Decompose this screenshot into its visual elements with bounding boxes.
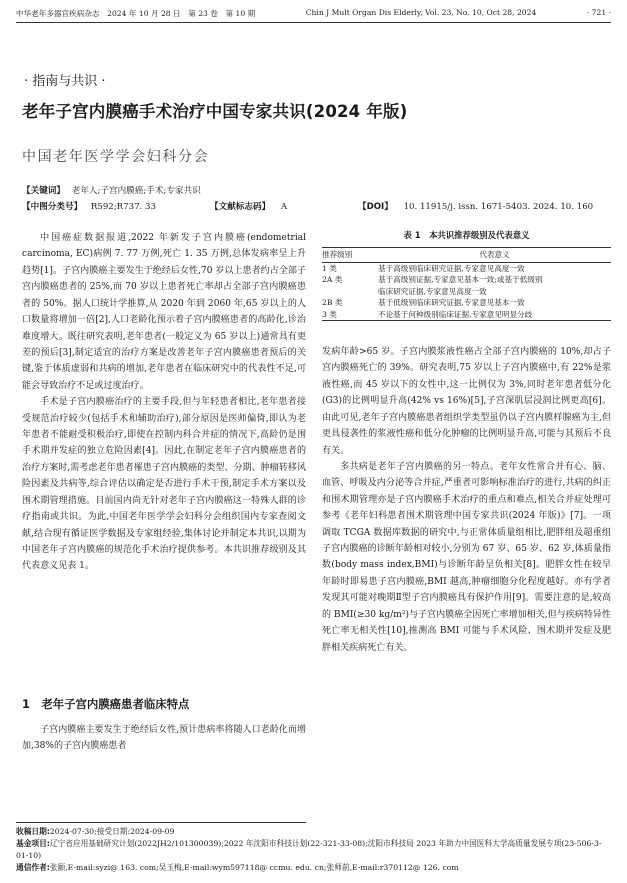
running-head-journal: Chin J Mult Organ Dis Elderly, Vol. 23, No. 10, Oct 28, 2024: [305, 8, 537, 17]
clc-line: [22, 200, 156, 212]
table-cell: 2A 类: [322, 275, 343, 284]
article-title: 老年子宫内膜癌手术治疗中国专家共识(2024 年版): [22, 102, 408, 121]
header-rule: [16, 22, 611, 23]
keywords: 老年人;子宫内膜癌;手术;专家共识: [71, 186, 201, 196]
table-cell: 2B 类: [322, 298, 343, 307]
footnote-rule: [16, 822, 306, 823]
left-column-tail: [22, 722, 306, 755]
received-value: 2024-07-30;接受日期:2024-09-09: [49, 827, 175, 836]
table-cell: 3 类: [322, 309, 337, 319]
corr-value: 张颐,E-mail:syzi@ 163. com;吴玉梅,E-mail:wym597118@ ccmu. edu. cn;张师前,E-mail:r370112@ 126. com: [49, 863, 459, 872]
table-cell: 临床研究证据,专家意见高度一致: [378, 286, 487, 296]
corr-label: 通信作者:: [16, 863, 50, 872]
doc-code-line: [210, 200, 287, 212]
paragraph: 手术是子宫内膜癌治疗的主要手段,但与年轻患者相比,老年患者接受规范治疗较少(包括手术和辅助治疗),部分原因是医师偏倚,即认为老年患者不能耐受积极治疗,即使在控制内科合并症的情况下,高龄仍是围手术期并发症的独立危险因素[4]。因此,在制定老年子宫内膜癌患者的治疗方案时,需考虑老年患者罹患子宫内膜癌的类型、分期、肿瘤转移风险因素及共病等,综合评估以确定是否进行手术干预,制定手术方案以及围术期管理措施。目前国内尚无针对老年子宫内膜癌这一特殊人群的诊疗指南或共识。为此,中国老年医学学会妇科分会组织国内专家查阅文献,结合现有循证医学数据及专家组经验,集体讨论并制定本共识,以期为中国老年子宫内膜癌的规范化手术治疗提供参考。本共识推荐级别及其代表意义见表 1。: [22, 397, 306, 572]
table-cell: 不论基于何种级别临床证据,专家意见明显分歧: [378, 309, 533, 319]
fund-value: 辽宁省应用基础研究计划(2022JH2/101300039);2022 年沈阳市科技计划(22-321-33-08);沈阳市科技局 2023 年助力中国医科大学高质量发展专项(23-506-3-01-10): [16, 839, 602, 860]
recommendation-table: [322, 247, 611, 321]
doi-value: 10. 11915/j. issn. 1671-5403. 2024. 10. 160: [403, 202, 594, 212]
received-label: 收稿日期:: [16, 827, 50, 836]
table-bottom-rule: [322, 320, 611, 321]
authors: 中国老年医学学会妇科分会: [22, 149, 210, 165]
page-number: · 721 ·: [586, 8, 611, 17]
doi-line: [358, 200, 593, 212]
table-cell: 基于低级别临床研究证据,专家意见基本一致: [378, 298, 525, 307]
table-cell: 基于高级别证据,专家意见基本一致;或基于低级别: [378, 275, 543, 284]
paragraph: 发病年龄>65 岁。子宫内膜浆液性癌占全部子宫内膜癌的 10%,却占子宫内膜癌死亡的 39%。研究表明,75 岁以上子宫内膜癌中,有 22%是浆液性癌,而 45 岁以下的女性中,这一比例仅为 3%,同时老年患者低分化(G3)的比例明显升高(42% vs 16%)[5],子宫深肌层浸润比例更高[6]。由此可见,老年子宫内膜癌患者组织学类型虽仍以子宫内膜样腺癌为主,但更具侵袭性的浆液性癌和低分化肿瘤的比例明显升高,可能与其预后不良有关。: [322, 347, 611, 456]
table-row: [322, 286, 611, 298]
table-cell: 1 类: [322, 263, 337, 273]
doc-code-value: A: [280, 202, 288, 212]
doi-label: 【DOI】: [358, 202, 393, 212]
table-header-row: [322, 248, 611, 262]
table-row: [322, 274, 611, 286]
fund-info: [16, 838, 611, 862]
clc-value: R592;R737. 33: [90, 202, 156, 212]
right-column: [322, 344, 611, 656]
table-caption: 表 1 本共识推荐级别及代表意义: [403, 230, 530, 240]
running-head: [16, 8, 611, 19]
table-row: [322, 263, 611, 275]
paragraph: 多共病是老年子宫内膜癌的另一特点。老年女性常合并有心、脑、血管、呼吸及内分泌等合并症,严重者可影响标准治疗的进行,共病的纠正和围术期管理亦是子宫内膜癌手术治疗的重点和难点,相关合并症处理可参考《老年妇科患者围术期管理中国专家共识(2024 年版)》[7]。一项调取 TCGA 数据库数据的研究中,与正常体质量组相比,肥胖组及超重组子宫内膜癌的诊断年龄相对较小,分别为 67 岁、65 岁、62 岁,体质量指数(body mass index,BMI)与诊断年龄呈负相关[8]。肥胖女性在较早年龄时即易患子宫内膜癌,BMI 越高,肿瘤细胞分化程度越好。亦有学者发现其可能对晚期Ⅱ型子宫内膜癌具有保护作用[9]。需要注意的是,较高的 BMI(≥30 kg/m²)与子宫内膜癌全因死亡率增加相关,但与疾病特异性死亡率无相关性[10],推测高 BMI 可能与手术风险、围术期并发症及肥胖相关疾病死亡有关。: [322, 461, 611, 653]
left-column: [22, 230, 306, 575]
running-head-left: 中华老年多器官疾病杂志 2024 年 10 月 28 日 第 23 卷 第 10 期: [16, 9, 256, 18]
table-header-cell: 代表意义: [479, 250, 510, 259]
paragraph: 子宫内膜癌主要发生于绝经后女性,预计患病率将随人口老龄化而增加,38%的子宫内膜癌患者: [22, 725, 306, 752]
section-label: · 指南与共识 ·: [24, 74, 106, 89]
corresponding-authors: [16, 862, 611, 874]
keywords-label: 【关键词】: [22, 186, 65, 196]
paragraph: 中国癌症数据报道,2022 年新发子宫内膜癌(endometrial carcinoma, EC)病例 7. 77 万例,死亡 1. 35 万例,总体发病率呈上升趋势[1]。子宫内膜癌主要发生于绝经后女性,70 岁以上患者约占全部子宫内膜癌患者的 25%,而 70 岁以上患者死亡率却占全部子宫内膜癌患者的 50%。据人口统计学推算,从 2020 年到 2060 年,65 岁以上的人口数量将增加一倍[2],人口老龄化预示着子宫内膜癌患者的高龄化,诊治难度增大。既往研究表明,老年患者(一般定义为 65 岁以上)通常具有更差的预后[3],制定适宜的治疗方案是改善老年子宫内膜癌患者预后的关键,鉴于体质虚弱和共病的增加,老年患者在临床研究中的代表性不足,可能会导致治疗不足或过度治疗。: [22, 233, 306, 391]
fund-label: 基金项目:: [16, 839, 50, 848]
table-cell: 基于高级别临床研究证据,专家意见高度一致: [378, 263, 525, 273]
received-date: [16, 826, 611, 838]
keywords-line: [22, 184, 201, 196]
doc-code-label: 【文献标志码】: [210, 202, 271, 212]
table-row: [322, 297, 611, 309]
table-row: [322, 309, 611, 321]
table-cell: [322, 286, 378, 298]
clc-label: 【中图分类号】: [22, 202, 83, 212]
table-header-cell: 推荐级别: [322, 250, 353, 259]
section-heading: 1 老年子宫内膜癌患者临床特点: [22, 697, 190, 711]
